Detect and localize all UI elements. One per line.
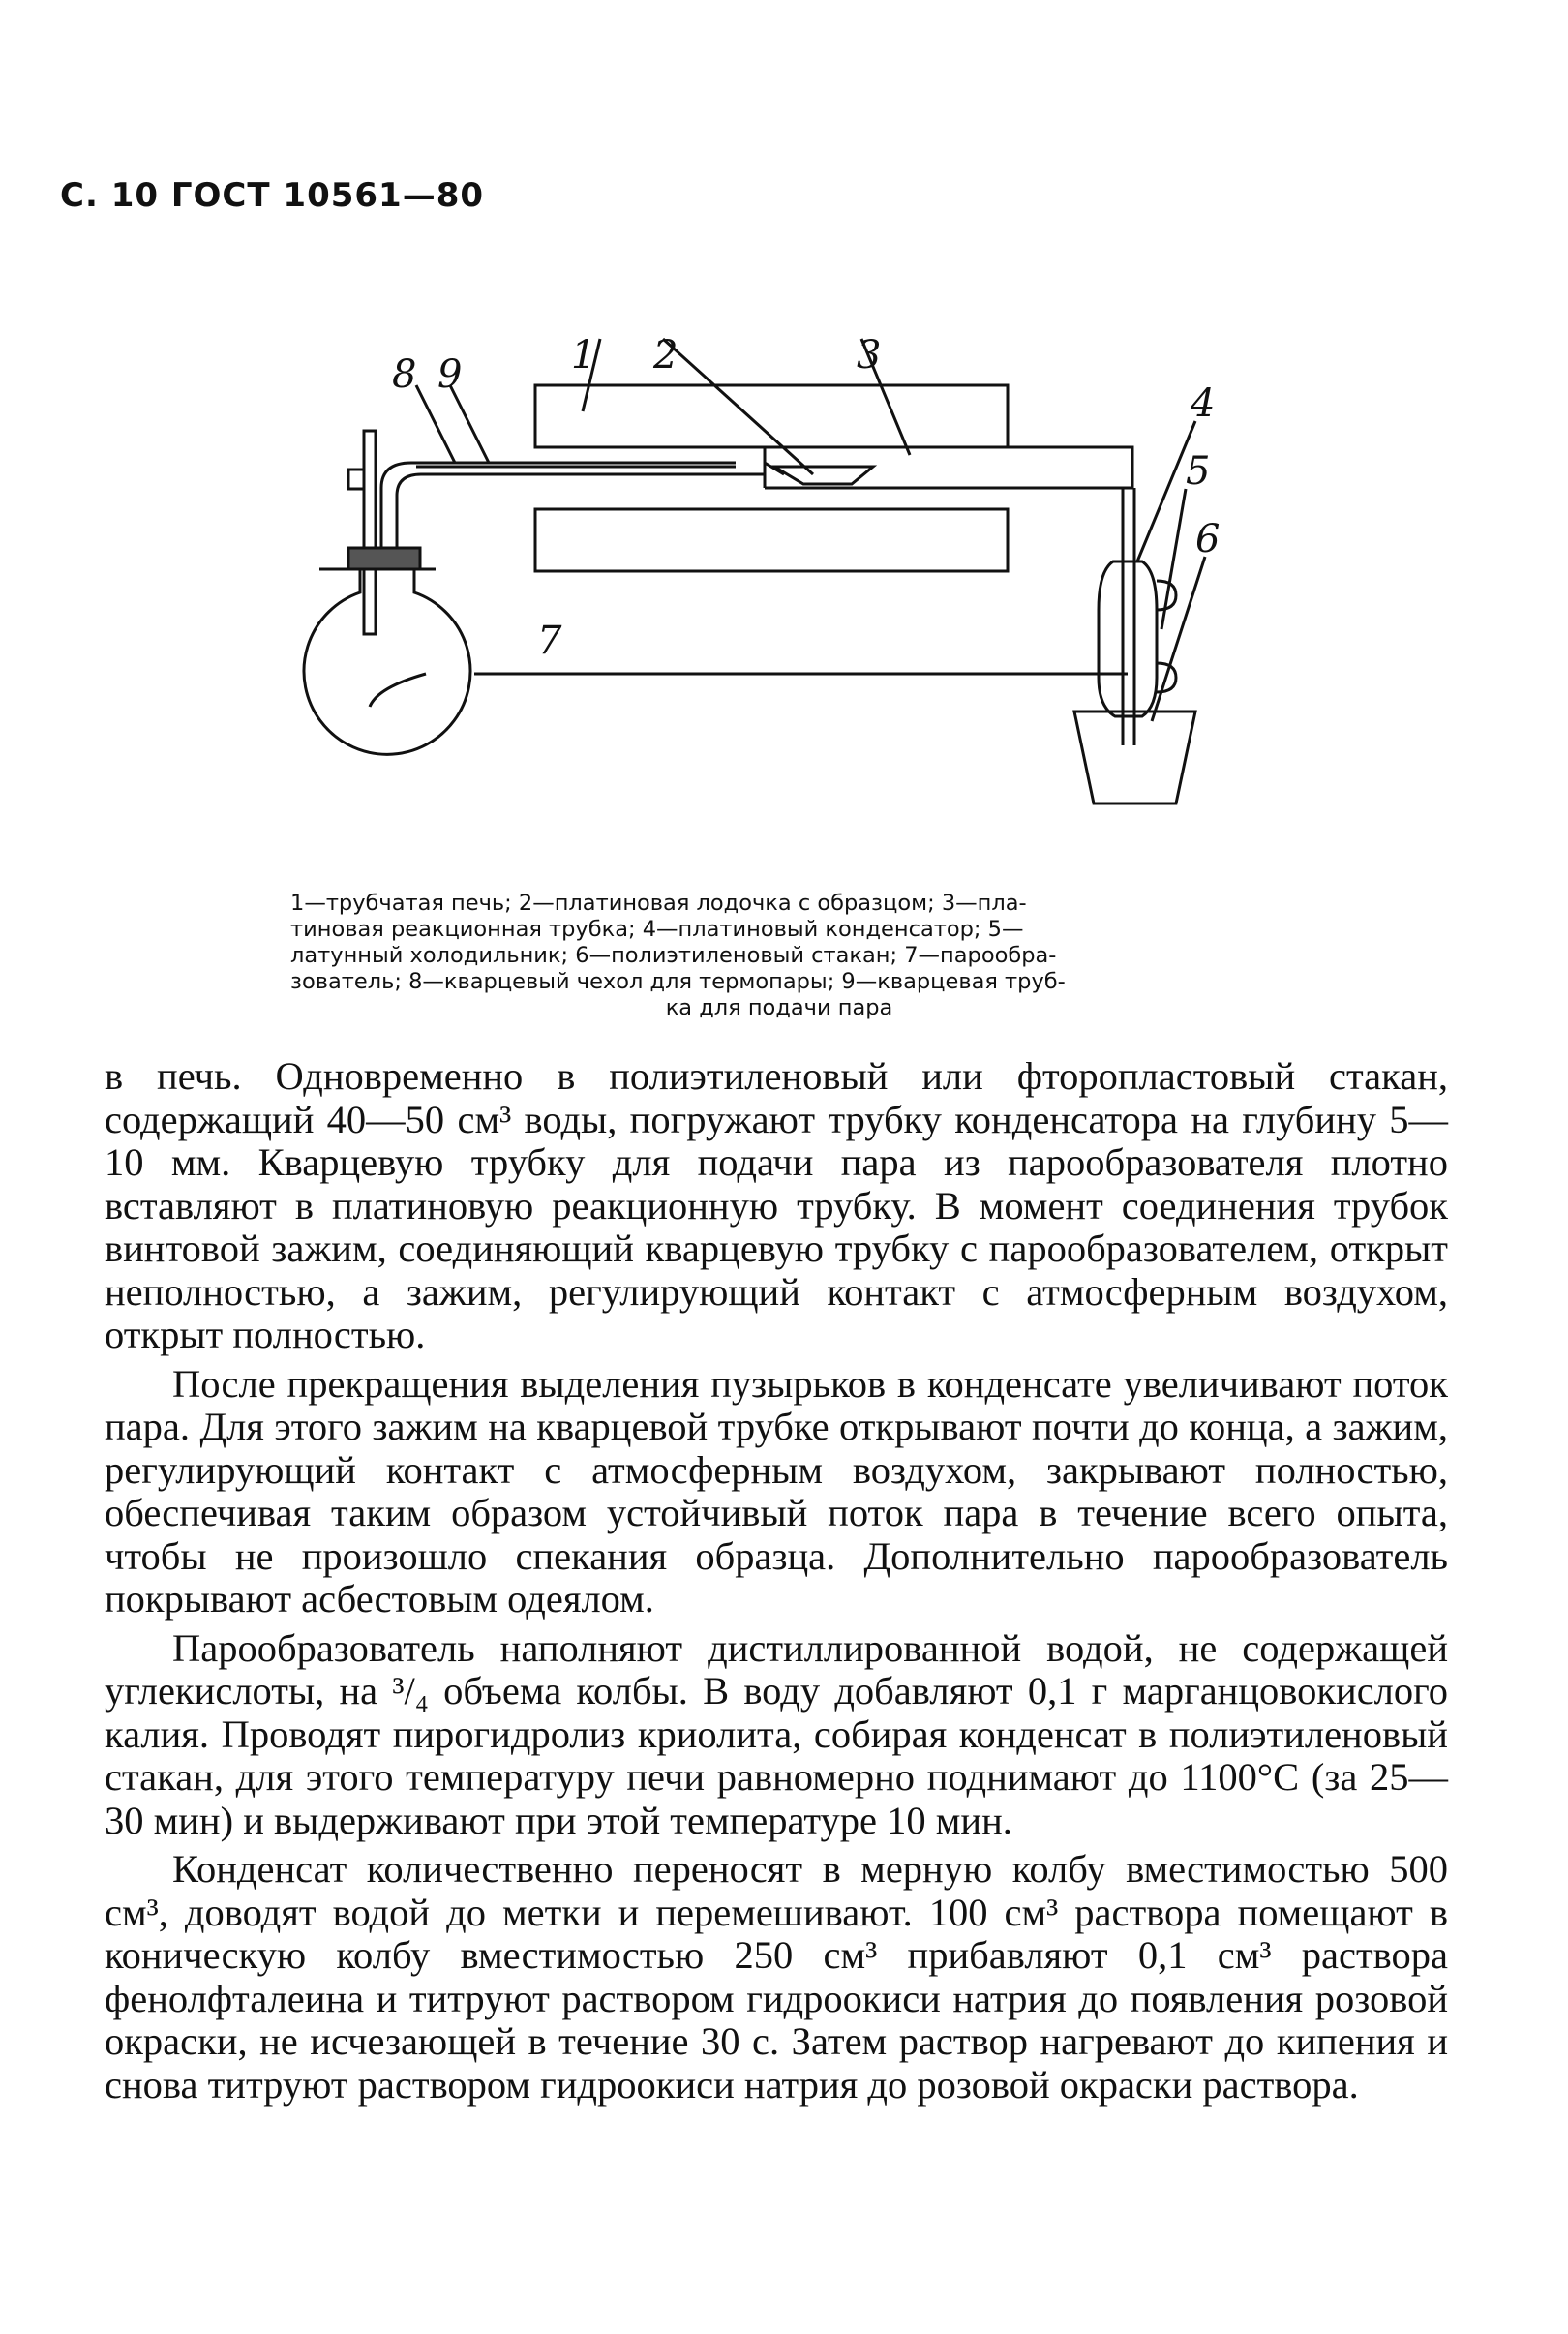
paragraph-4: Конденсат количественно переносят в мерную колбу вместимостью 500 см³, доводят водой до метки и перемешивают. 100 см³ раствора помещают в коническую колбу вместимостью 250 см³ прибавляют 0,1 см³ раствора фенолфталеина и титруют раствором гидроокиси натрия до появления розовой окраски, не исчезающей в течение 30 с. Затем раствор нагревают до кипения и снова титруют раствором гидроокиси натрия до розовой окраски раствора. bbox=[105, 1847, 1448, 2107]
label-9: 9 bbox=[437, 352, 463, 397]
label-7: 7 bbox=[537, 619, 562, 663]
caption-line: 1—трубчатая печь; 2—платиновая лодочка с образцом; 3—пла- bbox=[290, 891, 1027, 916]
paragraph-1: в печь. Одновременно в полиэтиленовый или фторопластовый стакан, содержащий 40—50 см³ воды, погружают трубку конденсатора на глубину 5—10 мм. Кварцевую трубку для подачи пара из парообразователя плотно вставляют в платиновую реакционную трубку. В момент соединения трубок винтовой зажим, соединяющий кварцевую трубку с парообразователем, открыт неполностью, а зажим, регулирующий контакт с атмосферным воздухом, открыт полностью. bbox=[105, 1054, 1448, 1356]
quartz-tube bbox=[397, 474, 765, 569]
label-1: 1 bbox=[571, 333, 596, 378]
cooler bbox=[1099, 561, 1157, 716]
apparatus-diagram bbox=[281, 319, 1229, 862]
label-5: 5 bbox=[1186, 449, 1211, 494]
apparatus-svg bbox=[281, 319, 1229, 862]
label-2: 2 bbox=[653, 333, 678, 378]
paragraph-3: Парообразователь наполняют дистиллированной водой, не содержащей углекислоты, на ³/₄ объема колбы. В воду добавляют 0,1 г марганцовокислого калия. Проводят пирогидролиз криолита, собирая конденсат в полиэтиленовый стакан, для этого температуру печи равномерно поднимают до 1100°С (за 25—30 мин) и выдерживают при этой температуре 10 мин. bbox=[105, 1625, 1448, 1842]
stopper bbox=[348, 548, 420, 569]
label-6: 6 bbox=[1195, 517, 1221, 561]
paragraph-2: После прекращения выделения пузырьков в конденсате увеличивают поток пара. Для этого зажим на кварцевой трубке открывают почти до конца, а зажим, регулирующий контакт с атмосферным воздухом, закрывают полностью, обеспечивая таким образом устойчивый поток пара в течение всего опыта, чтобы не произошло спекания образца. Дополнительно парообразователь покрывают асбестовым одеялом. bbox=[105, 1361, 1448, 1621]
steam-generator-flask bbox=[304, 569, 470, 754]
thermocouple-sheath bbox=[364, 431, 376, 634]
caption-line: тиновая реакционная трубка; 4—платиновый конденсатор; 5— bbox=[290, 917, 1024, 942]
page-header: С. 10 ГОСТ 10561—80 bbox=[60, 176, 485, 215]
caption-line: латунный холодильник; 6—полиэтиленовый стакан; 7—парообра- bbox=[290, 943, 1057, 968]
label-8: 8 bbox=[392, 352, 417, 397]
label-4: 4 bbox=[1191, 381, 1216, 426]
body-text bbox=[105, 1055, 1448, 2112]
caption-line: зователь; 8—кварцевый чехол для термопары; 9—кварцевая труб- bbox=[290, 969, 1066, 994]
label-3: 3 bbox=[857, 333, 882, 378]
platinum-boat bbox=[774, 467, 873, 484]
furnace-bottom bbox=[535, 509, 1008, 571]
caption-line: ка для подачи пара bbox=[665, 995, 893, 1020]
figure-caption bbox=[290, 891, 1268, 1021]
